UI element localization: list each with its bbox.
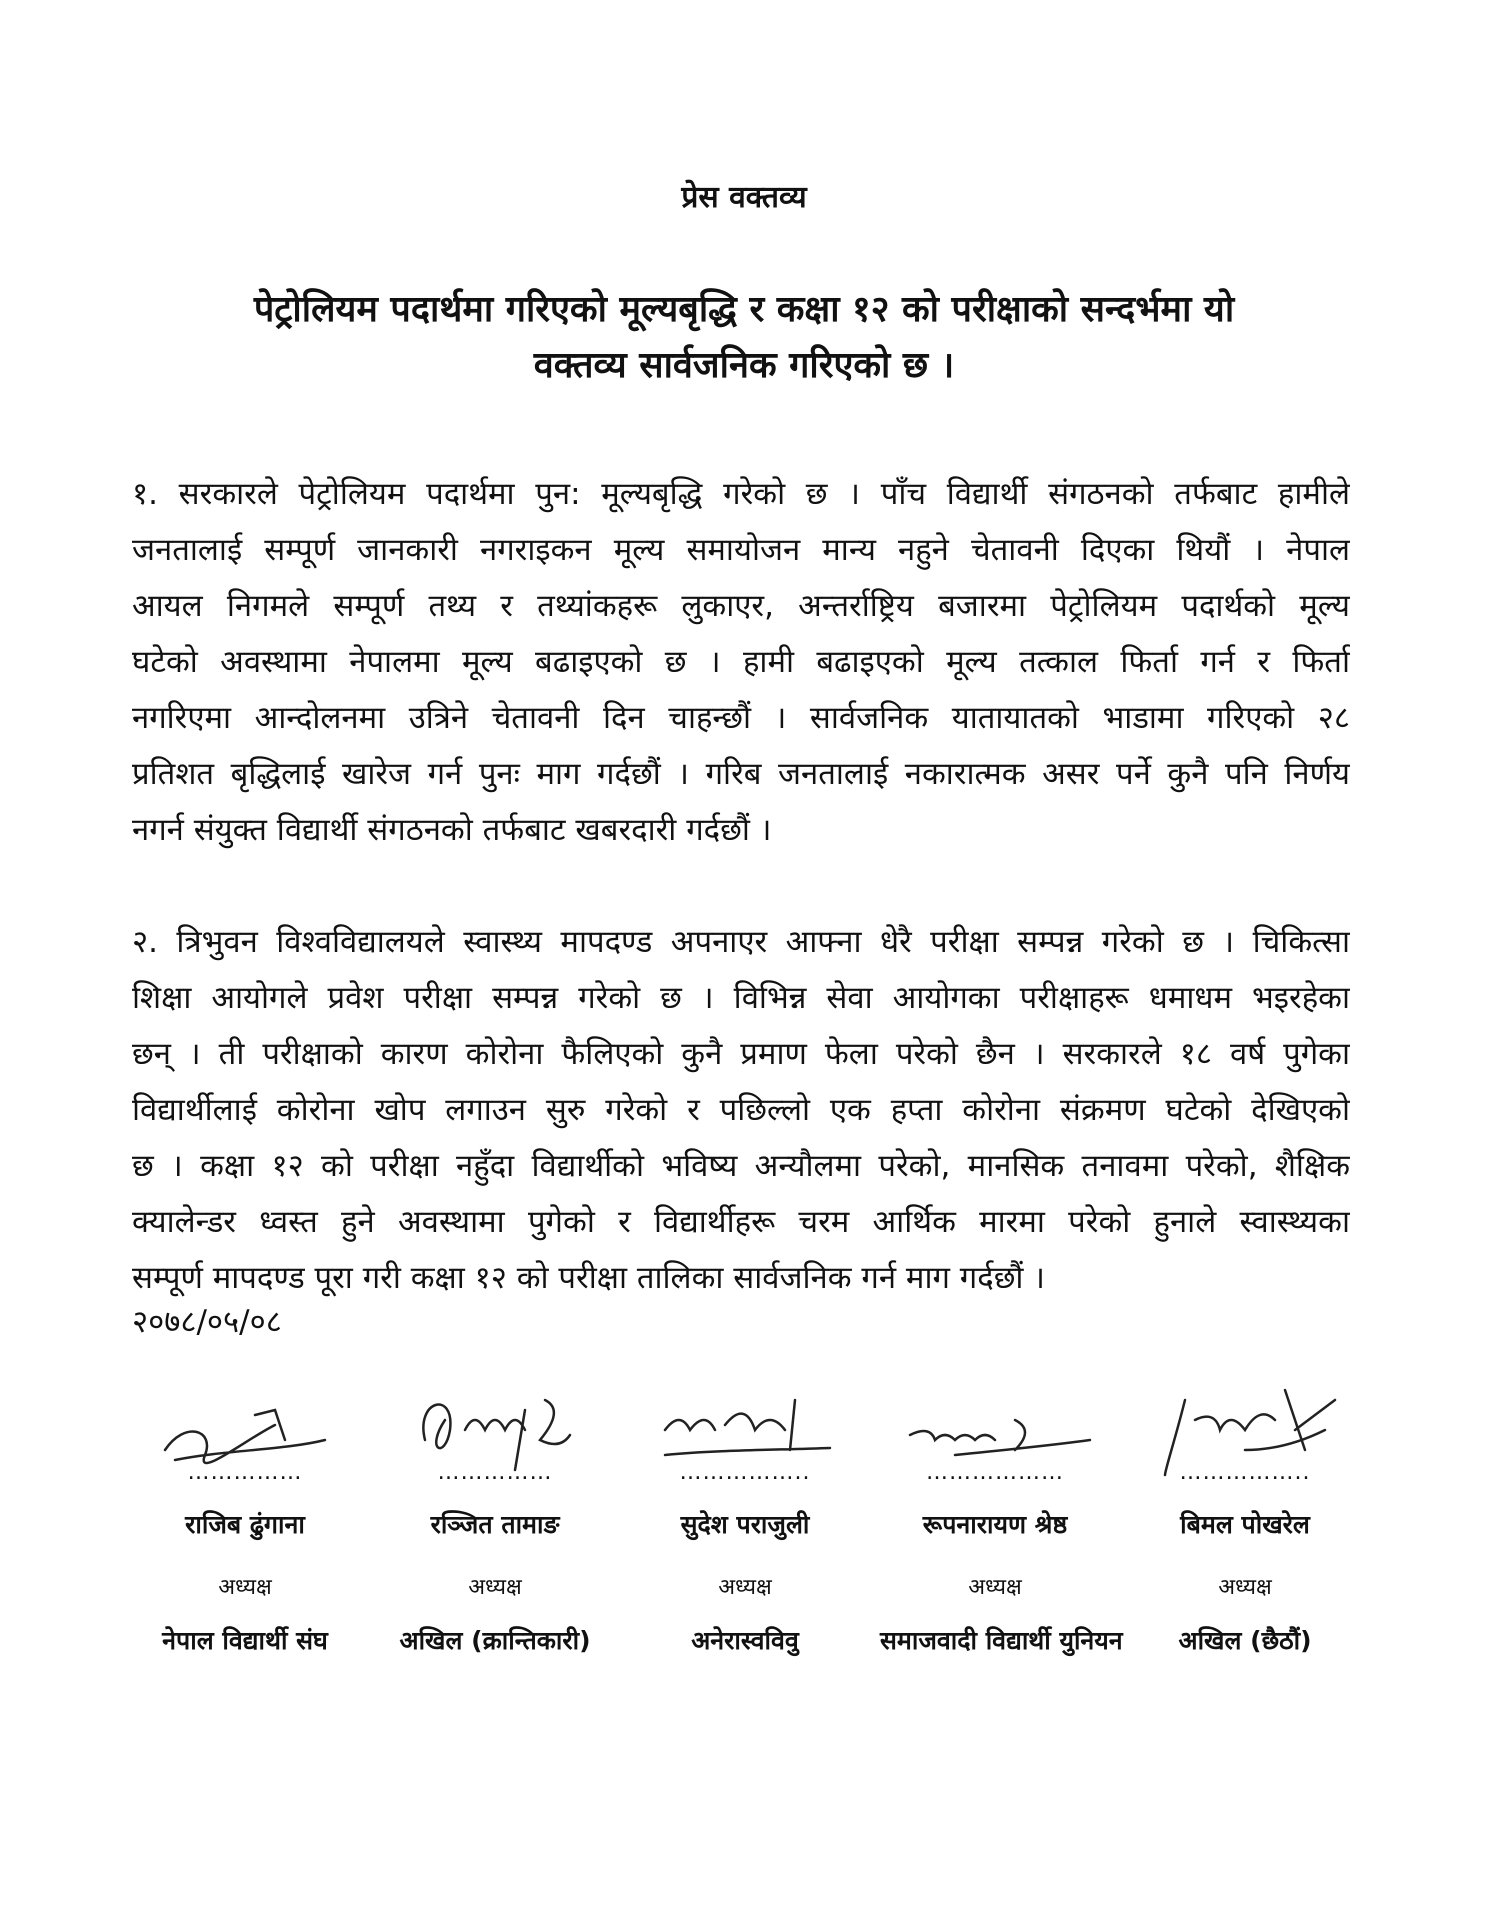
signatory-organization: अखिल (छैठौं)	[1178, 1626, 1312, 1655]
signatory-organization: नेपाल विद्यार्थी संघ	[162, 1626, 328, 1655]
text-line: प्रतिशत बृद्धिलाई खारेज गर्न पुनः माग गर्दछौं । गरिब जनतालाई नकारात्मक असर पर्ने कुनै पनि निर्णय	[132, 756, 1350, 792]
document-date: २०७८/०५/०८	[132, 1304, 282, 1340]
signatory-role: अध्यक्ष	[468, 1575, 522, 1600]
text-line: छ । कक्षा १२ को परीक्षा नहुँदा विद्यार्थीको भविष्य अन्यौलमा परेको, मानसिक तनावमा परेको, शैक्षिक	[132, 1148, 1350, 1184]
signatory-1	[130, 1380, 360, 1657]
text-line: छन् । ती परीक्षाको कारण कोरोना फैलिएको कुनै प्रमाण फेला परेको छैन । सरकारले १८ वर्ष पुगेका	[132, 1036, 1350, 1072]
text-line: क्यालेन्डर ध्वस्त हुने अवस्थामा पुगेको र विद्यार्थीहरू चरम आर्थिक मारमा परेको हुनाले स्वास्थ्यका	[132, 1204, 1350, 1240]
text-line: नगरिएमा आन्दोलनमा उत्रिने चेतावनी दिन चाहन्छौं । सार्वजनिक यातायातको भाडामा गरिएको २८	[132, 700, 1350, 736]
signature-dots: ……………..	[679, 1460, 811, 1485]
text-line: घटेको अवस्थामा नेपालमा मूल्य बढाइएको छ । हामी बढाइएको मूल्य तत्काल फिर्ता गर्न र फिर्ता	[132, 644, 1350, 680]
text-line: विद्यार्थीलाई कोरोना खोप लगाउन सुरु गरेको र पछिल्लो एक हप्ता कोरोना संक्रमण घटेको देखिएको	[132, 1092, 1350, 1128]
signatory-organization: अनेरास्वविवु	[691, 1626, 799, 1655]
signatory-name: रञ्जित तामाङ	[430, 1510, 560, 1539]
signature-dots: ……………	[187, 1460, 303, 1485]
document-heading: प्रेस वक्तव्य	[681, 180, 807, 215]
text-line: १. सरकारले पेट्रोलियम पदार्थमा पुन: मूल्यबृद्धि गरेको छ । पाँच विद्यार्थी संगठनको तर्फबाट हामीले	[132, 476, 1350, 512]
paragraph-2	[132, 914, 1350, 1306]
signatory-organization: अखिल (क्रान्तिकारी)	[399, 1626, 591, 1655]
signatory-role: अध्यक्ष	[1218, 1575, 1272, 1600]
signatory-2	[380, 1380, 610, 1657]
text-line: आयल निगमले सम्पूर्ण तथ्य र तथ्यांकहरू लुकाएर, अन्तर्राष्ट्रिय बजारमा पेट्रोलियम पदार्थको मूल्य	[132, 588, 1350, 624]
signatory-name: राजिब ढुंगाना	[185, 1510, 305, 1539]
signatory-name: रूपनारायण श्रेष्ठ	[922, 1510, 1068, 1539]
text-line: जनतालाई सम्पूर्ण जानकारी नगराइकन मूल्य समायोजन मान्य नहुने चेतावनी दिएका थियौं । नेपाल	[132, 532, 1350, 568]
signature-dots: ………………	[926, 1460, 1064, 1485]
signatory-5	[1130, 1380, 1360, 1657]
text-line: २. त्रिभुवन विश्वविद्यालयले स्वास्थ्य मापदण्ड अपनाएर आफ्ना धेरै परीक्षा सम्पन्न गरेको छ । चिकित्सा	[132, 924, 1350, 960]
text-line: नगर्न संयुक्त विद्यार्थी संगठनको तर्फबाट खबरदारी गर्दछौं ।	[132, 812, 772, 848]
signature-dots: ……………	[437, 1460, 553, 1485]
signatory-role: अध्यक्ष	[218, 1575, 272, 1600]
title-line: पेट्रोलियम पदार्थमा गरिएको मूल्यबृद्धि र कक्षा १२ को परीक्षाको सन्दर्भमा यो	[253, 289, 1235, 330]
title-line: वक्तव्य सार्वजनिक गरिएको छ ।	[533, 345, 955, 386]
text-line: सम्पूर्ण मापदण्ड पूरा गरी कक्षा १२ को परीक्षा तालिका सार्वजनिक गर्न माग गर्दछौं ।	[132, 1260, 1046, 1296]
text-line: शिक्षा आयोगले प्रवेश परीक्षा सम्पन्न गरेको छ । विभिन्न सेवा आयोगका परीक्षाहरू धमाधम भइरहेका	[132, 980, 1350, 1016]
signature-dots: ……………..	[1179, 1460, 1311, 1485]
signatory-name: सुदेश पराजुली	[680, 1510, 810, 1539]
signatory-role: अध्यक्ष	[968, 1575, 1022, 1600]
paragraph-1	[132, 466, 1350, 858]
signatory-name: बिमल पोखरेल	[1180, 1510, 1310, 1539]
signatory-organization: समाजवादी विद्यार्थी युनियन	[880, 1626, 1123, 1655]
signatures-block	[130, 1380, 1360, 1657]
signatory-role: अध्यक्ष	[718, 1575, 772, 1600]
signatory-4	[880, 1380, 1123, 1657]
signatory-3	[630, 1380, 860, 1657]
document-title	[120, 282, 1368, 394]
